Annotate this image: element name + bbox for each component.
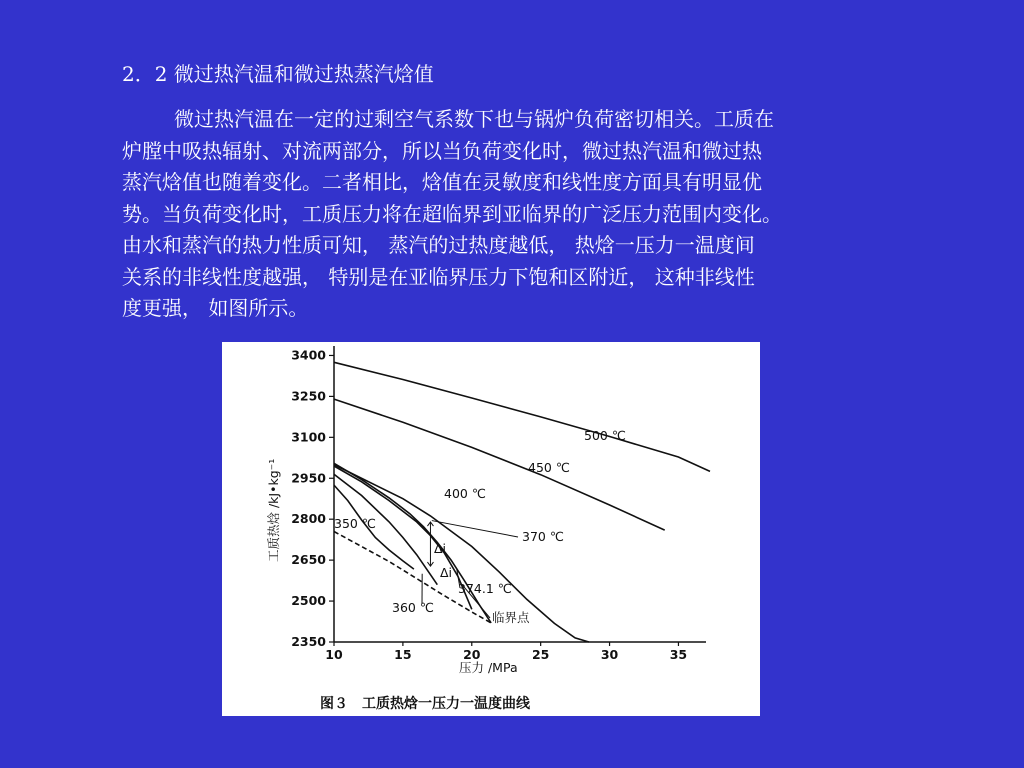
series-label-360: 360 ℃: [392, 600, 434, 615]
series-label-370: 370 ℃: [522, 529, 564, 544]
y-tick-label: 3100: [291, 429, 326, 445]
y-tick-label: 2950: [291, 470, 326, 486]
enthalpy-pressure-chart: [222, 342, 760, 716]
paragraph-line: 关系的非线性度越强， 特别是在亚临界压力下饱和区附近， 这种非线性: [122, 264, 755, 289]
y-tick-label: 2800: [291, 511, 326, 527]
x-tick-label: 20: [463, 647, 481, 662]
leader-line: [432, 521, 518, 537]
series-label-500: 500 ℃: [584, 428, 626, 443]
section-heading: 2．2 微过热汽温和微过热蒸汽焓值: [122, 62, 434, 86]
y-tick-label: 2350: [291, 634, 326, 649]
x-tick-label: 25: [531, 647, 550, 662]
series-label-374: 374.1 ℃: [458, 581, 512, 596]
y-axis-label: 工质热焓 /kJ•kg⁻¹: [266, 458, 281, 562]
paragraph-line: 微过热汽温在一定的过剩空气系数下也与锅炉负荷密切相关。工质在: [174, 107, 774, 131]
chart-curves: [334, 362, 710, 642]
x-tick-label: 35: [669, 647, 688, 662]
y-ticks: [291, 347, 334, 649]
series-label-350: 350 ℃: [334, 516, 376, 531]
y-tick-label: 2650: [291, 552, 326, 568]
x-tick-label: 30: [600, 647, 619, 662]
paragraph-line: 由水和蒸汽的热力性质可知， 蒸汽的过热度越低， 热焓一压力一温度间: [122, 233, 755, 257]
figure-caption: 图３ 工质热焓一压力一温度曲线: [320, 696, 530, 712]
x-tick-label: 15: [394, 647, 412, 662]
x-axis-label: 压力 /MPa: [459, 660, 518, 675]
series-line: [334, 362, 710, 471]
paragraph-line: 度更强， 如图所示。: [122, 296, 309, 320]
chart-axes: [334, 346, 706, 642]
series-label-450: 450 ℃: [528, 460, 570, 475]
y-tick-label: 3400: [291, 347, 326, 363]
paragraph-line: 蒸汽焓值也随着变化。二者相比，焓值在灵敏度和线性度方面具有明显优: [122, 170, 762, 194]
series-label-400: 400 ℃: [444, 486, 486, 501]
series-line: [334, 399, 665, 530]
series-label-critical-point: 临界点: [492, 610, 530, 625]
paragraph-line: 势。当负荷变化时，工质压力将在超临界到亚临界的广泛压力范围内变化。: [122, 201, 782, 226]
delta-i-annotation: Δi: [440, 565, 453, 580]
x-tick-label: 10: [325, 647, 343, 662]
delta-i-annotation: Δi: [434, 541, 447, 556]
chart-svg: [222, 342, 760, 716]
y-tick-label: 3250: [291, 388, 326, 404]
x-ticks: [325, 642, 687, 662]
y-tick-label: 2500: [291, 593, 326, 609]
body-paragraph: [122, 104, 958, 325]
paragraph-line: 炉膛中吸热辐射、对流两部分，所以当负荷变化时，微过热汽温和微过热: [122, 138, 762, 163]
